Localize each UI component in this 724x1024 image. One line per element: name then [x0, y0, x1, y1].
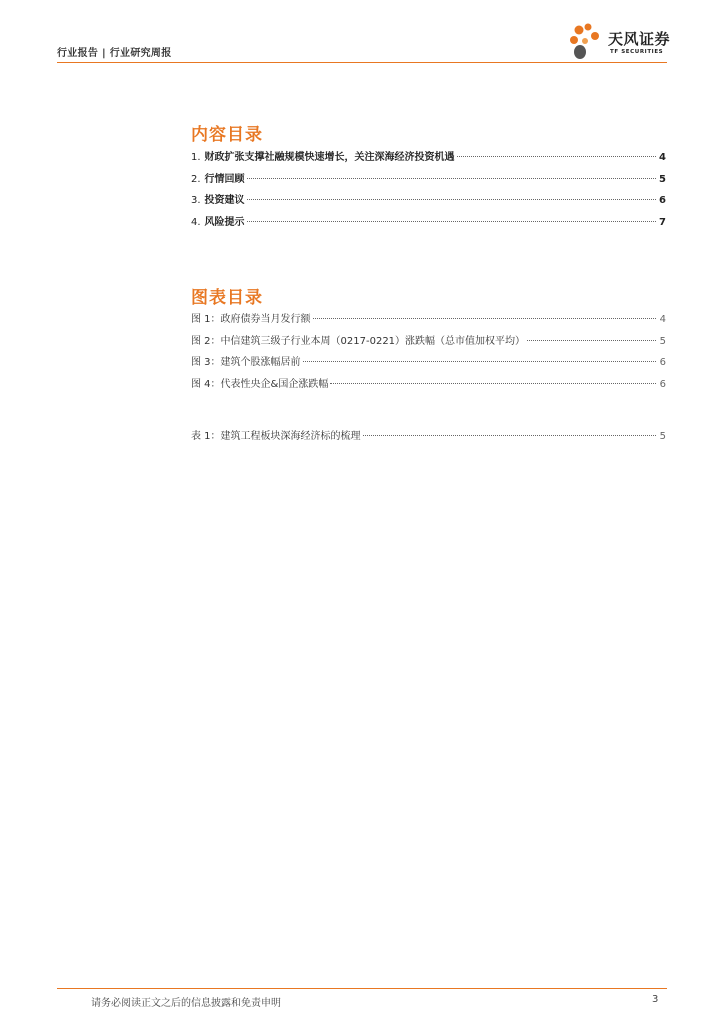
leader-dots — [313, 318, 656, 319]
logo-name: 天风证券 — [608, 30, 671, 48]
leader-dots — [303, 361, 656, 362]
toc-entry-page: 4 — [659, 152, 666, 163]
toc-entry[interactable] — [191, 169, 666, 191]
toc-entry-page: 5 — [659, 173, 666, 185]
tables-list — [191, 426, 666, 448]
figure-entry[interactable] — [191, 352, 666, 374]
toc-entry-label: 行情回顾 — [204, 173, 245, 185]
footer-divider — [57, 988, 667, 989]
leader-dots — [457, 156, 656, 157]
contents-list — [191, 147, 666, 233]
toc-entry-page: 7 — [659, 216, 666, 228]
toc-entry-number: 2. — [191, 173, 201, 185]
figures-list — [191, 309, 666, 395]
logo-subtitle: TF SECURITIES — [610, 49, 664, 55]
leader-dots — [247, 221, 656, 222]
toc-entry-label: 财政扩张支撑社融规模快速增长，关注深海经济投资机遇 — [204, 152, 455, 163]
table-entry[interactable] — [191, 426, 666, 448]
figure-entry-label: 图 3：建筑个股涨幅居前 — [191, 357, 301, 368]
figure-entry-page: 6 — [659, 378, 666, 390]
leader-dots — [330, 383, 656, 384]
table-entry-label: 表 1：建筑工程板块深海经济标的梳理 — [191, 431, 361, 442]
figure-entry-label: 图 4：代表性央企&国企涨跌幅 — [191, 378, 329, 390]
figure-entry-label: 图 2：中信建筑三级子行业本周（0217-0221）涨跌幅（总市值加权平均） — [191, 335, 526, 347]
toc-entry[interactable] — [191, 190, 666, 212]
leader-dots — [527, 340, 656, 341]
toc-entry-number: 4. — [191, 216, 201, 228]
toc-entry[interactable] — [191, 147, 666, 169]
leader-dots — [363, 435, 656, 436]
figure-entry-page: 6 — [659, 357, 666, 368]
figure-entry-label: 图 1：政府债券当月发行额 — [191, 314, 311, 325]
leader-dots — [247, 199, 656, 200]
toc-entry-label: 投资建议 — [204, 195, 245, 206]
table-entry-page: 5 — [659, 431, 666, 442]
toc-entry-page: 6 — [659, 195, 666, 206]
toc-entry[interactable] — [191, 212, 666, 234]
figure-entry[interactable] — [191, 331, 666, 353]
toc-entry-number: 1. — [191, 152, 201, 163]
contents-title: 内容目录 — [191, 125, 263, 145]
page-number: 3 — [652, 994, 659, 1005]
leader-dots — [247, 178, 656, 179]
company-logo — [568, 22, 678, 62]
figure-entry-page: 4 — [659, 314, 666, 325]
footer-disclaimer: 请务必阅读正文之后的信息披露和免责申明 — [91, 998, 281, 1009]
flower-logo-icon — [568, 22, 608, 62]
report-type-label: 行业报告 | 行业研究周报 — [57, 48, 172, 59]
figure-entry[interactable] — [191, 309, 666, 331]
figure-entry-page: 5 — [659, 335, 666, 347]
figure-entry[interactable] — [191, 374, 666, 396]
header-divider — [57, 62, 667, 63]
figures-title: 图表目录 — [191, 288, 263, 308]
toc-entry-number: 3. — [191, 195, 201, 206]
toc-entry-label: 风险提示 — [204, 216, 245, 228]
